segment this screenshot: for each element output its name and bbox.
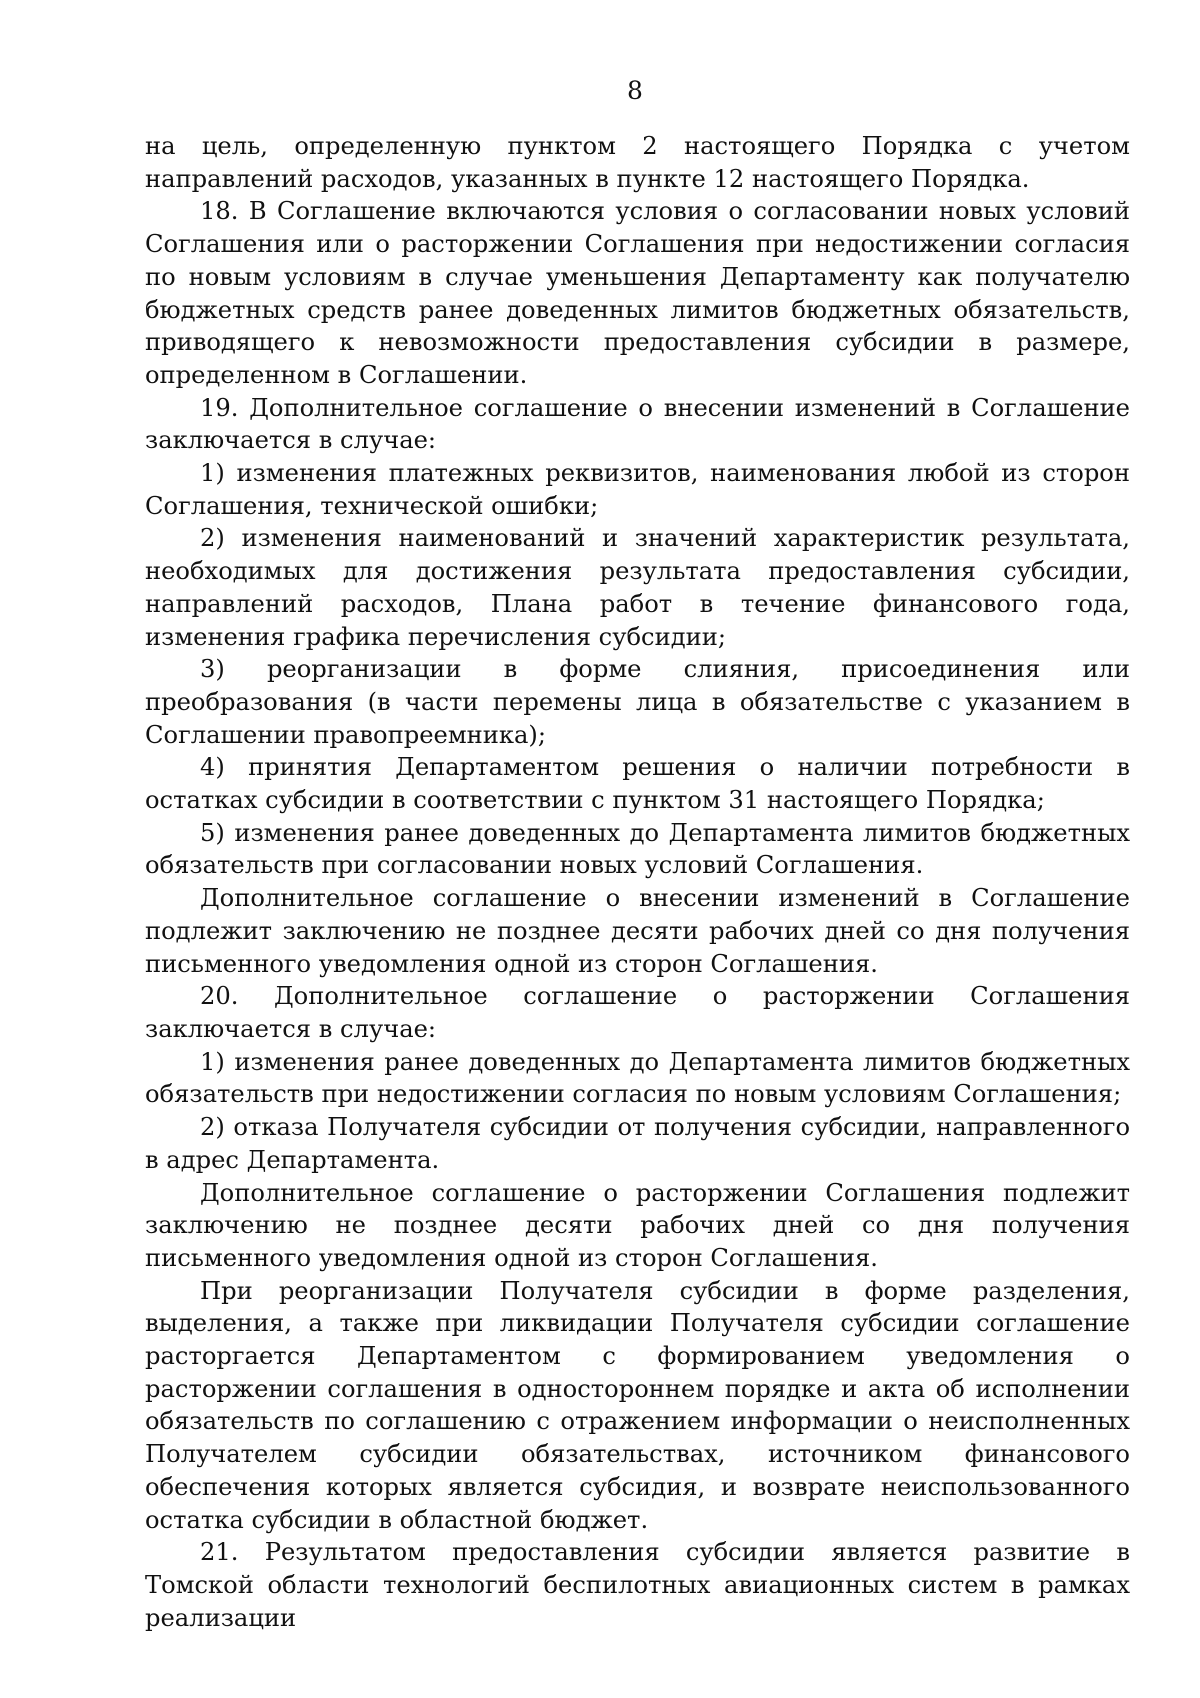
paragraph-clause-19-deadline: Дополнительное соглашение о внесении изменений в Соглашение подлежит заключению не позднее десяти рабочих дней со дня получения письменного уведомления одной из сторон Соглашения. [145, 884, 1130, 978]
paragraph-clause-20: 20. Дополнительное соглашение о расторжении Соглашения заключается в случае: [145, 982, 1130, 1043]
paragraph-clause-19-item-1: 1) изменения платежных реквизитов, наименования любой из сторон Соглашения, технической ошибки; [145, 459, 1130, 520]
paragraph-clause-19-item-3: 3) реорганизации в форме слияния, присоединения или преобразования (в части перемены лица в обязательстве с указанием в Соглашении правопреемника); [145, 655, 1130, 749]
paragraph-clause-19: 19. Дополнительное соглашение о внесении изменений в Соглашение заключается в случае: [145, 393, 1130, 455]
paragraph-clause-20-item-2: 2) отказа Получателя субсидии от получения субсидии, направленного в адрес Департамента. [145, 1113, 1130, 1174]
paragraph-clause-20-deadline: Дополнительное соглашение о расторжении Соглашения подлежит заключению не позднее десяти рабочих дней со дня получения письменного уведомления одной из сторон Соглашения. [145, 1178, 1130, 1272]
paragraph-clause-19-item-2: 2) изменения наименований и значений характеристик результата, необходимых для достижения результата предоставления субсидии, направлений расходов, Плана работ в течение финансового года, изменения графика перечисления субсидии; [145, 524, 1130, 651]
page-number: 8 [627, 76, 643, 105]
paragraph-clause-21: 21. Результатом предоставления субсидии является развитие в Томской области технологий беспилотных авиационных систем в рамках реализации [145, 1538, 1130, 1632]
paragraph-clause-19-item-5: 5) изменения ранее доведенных до Департамента лимитов бюджетных обязательств при согласовании новых условий Соглашения. [145, 818, 1130, 880]
paragraph-reorganization: При реорганизации Получателя субсидии в форме разделения, выделения, а также при ликвидации Получателя субсидии соглашение расторгается Департаментом с формированием уведомления о расторжении соглашения в одностороннем порядке и акта об исполнении обязательств по соглашению с отражением информации о неисполненных Получателем субсидии обязательствах, источником финансового обеспечения которых является субсидия, и возврате неиспользованного остатка субсидии в областной бюджет. [145, 1276, 1130, 1534]
paragraph-clause-18: 18. В Соглашение включаются условия о согласовании новых условий Соглашения или о расторжении Соглашения при недостижении согласия по новым условиям в случае уменьшения Департаменту как получателю бюджетных средств ранее доведенных лимитов бюджетных обязательств, приводящего к невозможности предоставления субсидии в размере, определенном в Соглашении. [145, 197, 1130, 389]
document-body [145, 130, 1130, 1634]
paragraph-clause-19-item-4: 4) принятия Департаментом решения о наличии потребности в остатках субсидии в соответствии с пунктом 31 настоящего Порядка; [145, 753, 1130, 815]
paragraph-clause-20-item-1: 1) изменения ранее доведенных до Департамента лимитов бюджетных обязательств при недостижении согласия по новым условиям Соглашения; [145, 1047, 1130, 1109]
paragraph-continuation: на цель, определенную пунктом 2 настоящего Порядка с учетом направлений расходов, указанных в пункте 12 настоящего Порядка. [145, 132, 1130, 193]
